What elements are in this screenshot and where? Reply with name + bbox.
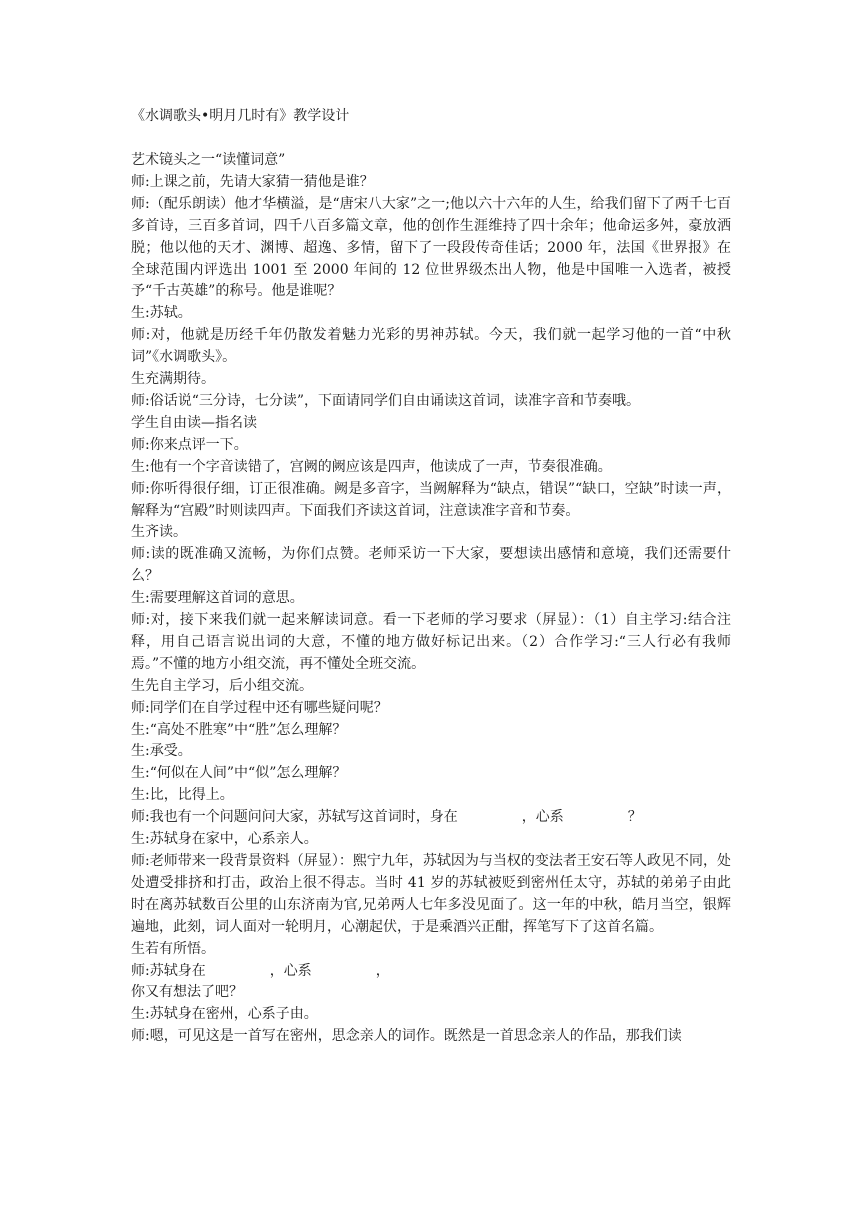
paragraph: 师:俗话说“三分诗，七分读”，下面请同学们自由诵读这首词，读准字音和节奏哦。 (131, 392, 641, 409)
paragraph: 师:你听得很仔细，订正很准确。阙是多音字，当阙解释为“缺点，错误”“缺口，空缺”时读一声，解释为“宫殿”时则读四声。下面我们齐读这首词，注意读准字音和节奏。 (131, 480, 731, 519)
paragraph: 生:苏轼。 (131, 305, 192, 322)
paragraph: 师:嗯，可见这是一首写在密州，思念亲人的词作。既然是一首思念亲人的作品，那我们读 (131, 1028, 682, 1045)
fill-line (131, 961, 731, 983)
paragraph: 生先自主学习，后小组交流。 (131, 677, 313, 694)
paragraph: 生:比，比得上。 (131, 787, 234, 804)
document-body (131, 150, 731, 1048)
document-title: 《水调歌头•明月几时有》教学设计 (131, 108, 350, 124)
paragraph: 生充满期待。 (131, 371, 215, 388)
paragraph: 生:需要理解这首词的意思。 (131, 590, 304, 607)
paragraph: 师:读的既准确又流畅，为你们点赞。老师采访一下大家，要想读出感情和意境，我们还需要什么？ (131, 546, 731, 585)
question-text-1: 师:我也有一个问题问问大家，苏轼写这首词时，身在 (131, 809, 458, 826)
fill-text-2: ，心系 (269, 962, 312, 979)
paragraph: 师:（配乐朗读）他才华横溢，是“唐宋八大家”之一;他以六十六年的人生，给我们留下了两千七百多首诗，三百多首词，四千八百多篇文章，他的创作生涯维持了四十余年；他命运多舛，豪放洒脱；他以他的天才、渊博、超逸、多情，留下了一段段传奇佳话；2000 年，法国《世界报》在全球范围内评选出 1001 至 2000 年间的 12 位世界级杰出人物，他是中国唯一入选者，被授予“千古英雄”的称号。他是谁呢？ (131, 195, 731, 300)
paragraph: 生若有所悟。 (131, 940, 215, 957)
question-text-3: ？ (627, 809, 642, 826)
fill-text-1: 师:苏轼身在 (131, 962, 206, 979)
paragraph: 生:“何似在人间”中“似”怎么理解？ (131, 765, 347, 782)
paragraph: 生齐读。 (131, 524, 187, 541)
paragraph: 生:苏轼身在家中，心系亲人。 (131, 831, 318, 848)
question-text-2: ，心系 (521, 809, 564, 826)
paragraph: 生:承受。 (131, 743, 192, 760)
paragraph: 学生自由读—指名读 (131, 414, 257, 431)
fill-text-3: ， (375, 962, 390, 979)
paragraph: 师:上课之前，先请大家猜一猜他是谁？ (131, 173, 374, 190)
paragraph: 师:对，他就是历经千年仍散发着魅力光彩的男神苏轼。今天，我们就一起学习他的一首“中秋词”《水调歌头》。 (131, 327, 731, 366)
paragraph: 生:他有一个字音读错了，宫阙的阙应该是四声，他读成了一声，节奏很准确。 (131, 458, 612, 475)
paragraph: 师:老师带来一段背景资料（屏显）：熙宁九年，苏轼因为与当权的变法者王安石等人政见不同，处处遭受排挤和打击，政治上很不得志。当时 41 岁的苏轼被贬到密州任太守，苏轼的弟弟子由此时在离苏轼数百公里的山东济南为官,兄弟两人七年多没见面了。这一年的中秋，皓月当空，银辉遍地，此刻，词人面对一轮明月，心潮起伏，于是乘酒兴正酣，挥笔写下了这首名篇。 (131, 853, 731, 935)
paragraph: 生:苏轼身在密州，心系子由。 (131, 1006, 318, 1023)
paragraph: 师:你来点评一下。 (131, 436, 248, 453)
question-line (131, 807, 731, 829)
paragraph: 生:“高处不胜寒”中“胜”怎么理解？ (131, 721, 347, 738)
paragraph: 你又有想法了吧？ (131, 984, 243, 1001)
paragraph: 师:对，接下来我们就一起来解读词意。看一下老师的学习要求（屏显）：（1）自主学习:结合注释，用自己语言说出词的大意，不懂的地方做好标记出来。（2）合作学习:“三人行必有我师焉。”不懂的地方小组交流，再不懂处全班交流。 (131, 612, 731, 672)
section-heading: 艺术镜头之一“读懂词意” (131, 152, 286, 168)
paragraph: 师:同学们在自学过程中还有哪些疑问呢？ (131, 699, 388, 716)
